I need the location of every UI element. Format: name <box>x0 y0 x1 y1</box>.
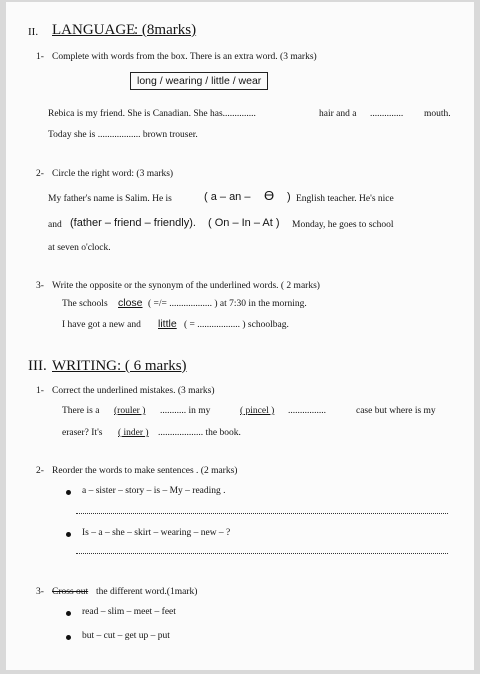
q2-3-line2-c: ( = .................. ) schoolbag. <box>184 320 289 330</box>
q3-1-mistake-inder: ( inder ) <box>118 428 149 438</box>
q2-2-number: 2- <box>36 169 44 179</box>
q2-2-line2-a: and <box>48 220 62 230</box>
answer-line-1[interactable] <box>76 513 448 514</box>
q3-3-item-2: but – cut – get up – put <box>82 631 170 641</box>
q2-3-line1-c: ( =/= .................. ) at 7:30 in the morning. <box>148 299 307 309</box>
q2-2-close-paren: ) <box>287 191 291 203</box>
answer-line-2[interactable] <box>76 553 448 554</box>
q3-2-instruction: Reorder the words to make sentences . (2 marks) <box>52 466 238 476</box>
bullet-icon <box>66 490 71 495</box>
section-2-roman: II. <box>28 26 39 38</box>
q3-1-instruction: Correct the underlined mistakes. (3 marks) <box>52 386 215 396</box>
section-2-title: LANGUAGE <box>52 22 136 38</box>
q2-2-choice-a-an: ( a – an – <box>204 191 251 203</box>
word-box: long / wearing / little / wear <box>130 72 268 90</box>
q3-2-item-2: Is – a – she – skirt – wearing – new – ? <box>82 528 231 538</box>
q3-1-line1-f: case but where is my <box>356 406 436 416</box>
q2-2-line1-e: English teacher. He's nice <box>296 194 394 204</box>
q3-2-item-1: a – sister – story – is – My – reading . <box>82 486 226 496</box>
q3-3-instruction: the different word.(1mark) <box>96 587 198 597</box>
q3-1-mistake-rouler: (rouler ) <box>114 406 146 416</box>
bullet-icon <box>66 611 71 616</box>
q2-2-instruction: Circle the right word: (3 marks) <box>52 169 174 179</box>
q2-2-choice-zero-article: Ө <box>264 188 275 203</box>
q2-3-number: 3- <box>36 281 44 291</box>
q2-3-line1-a: The schools <box>62 299 108 309</box>
q3-3-instruction-struck: Cross out <box>52 587 89 597</box>
q2-1-line1-a: Rebica is my friend. She is Canadian. She has.............. <box>48 109 256 119</box>
q2-3-underlined-close: close <box>118 297 143 309</box>
q3-1-number: 1- <box>36 386 44 396</box>
section-3-roman: III. <box>28 358 47 374</box>
q3-3-item-1: read – slim – meet – feet <box>82 607 176 617</box>
section-2-marks: : (8marks) <box>134 22 197 38</box>
q2-1-number: 1- <box>36 52 44 62</box>
q3-1-line2-a: eraser? It's <box>62 428 103 438</box>
q2-2-line3: at seven o'clock. <box>48 243 111 253</box>
exam-sheet <box>6 2 474 670</box>
section-3-title: WRITING: ( 6 marks) <box>52 358 187 374</box>
q3-1-line2-c: ................... the book. <box>158 428 241 438</box>
q2-3-underlined-little: little <box>158 318 177 330</box>
q2-1-line1-c: .............. <box>370 109 404 119</box>
q2-2-line1-a: My father's name is Salim. He is <box>48 194 172 204</box>
q3-1-line1-e: ................ <box>288 406 326 416</box>
q2-1-line1-b: hair and a <box>319 109 357 119</box>
q2-3-line2-a: I have got a new and <box>62 320 141 330</box>
q3-1-mistake-pincel: ( pincel ) <box>240 406 275 416</box>
q3-2-number: 2- <box>36 466 44 476</box>
q2-1-instruction: Complete with words from the box. There is an extra word. (3 marks) <box>52 52 317 62</box>
q3-1-line1-c: ........... in my <box>160 406 211 416</box>
q3-1-line1-a: There is a <box>62 406 100 416</box>
q2-2-line2-d: Monday, he goes to school <box>292 220 394 230</box>
q2-2-choice-father-friend: (father – friend – friendly). <box>70 217 196 229</box>
q2-2-choice-on-in-at: ( On – In – At ) <box>208 217 280 229</box>
bullet-icon <box>66 532 71 537</box>
q2-1-line1-d: mouth. <box>424 109 451 119</box>
q2-1-line2: Today she is .................. brown trouser. <box>48 130 198 140</box>
q2-3-instruction: Write the opposite or the synonym of the underlined words. ( 2 marks) <box>52 281 320 291</box>
q3-3-number: 3- <box>36 587 44 597</box>
bullet-icon <box>66 635 71 640</box>
